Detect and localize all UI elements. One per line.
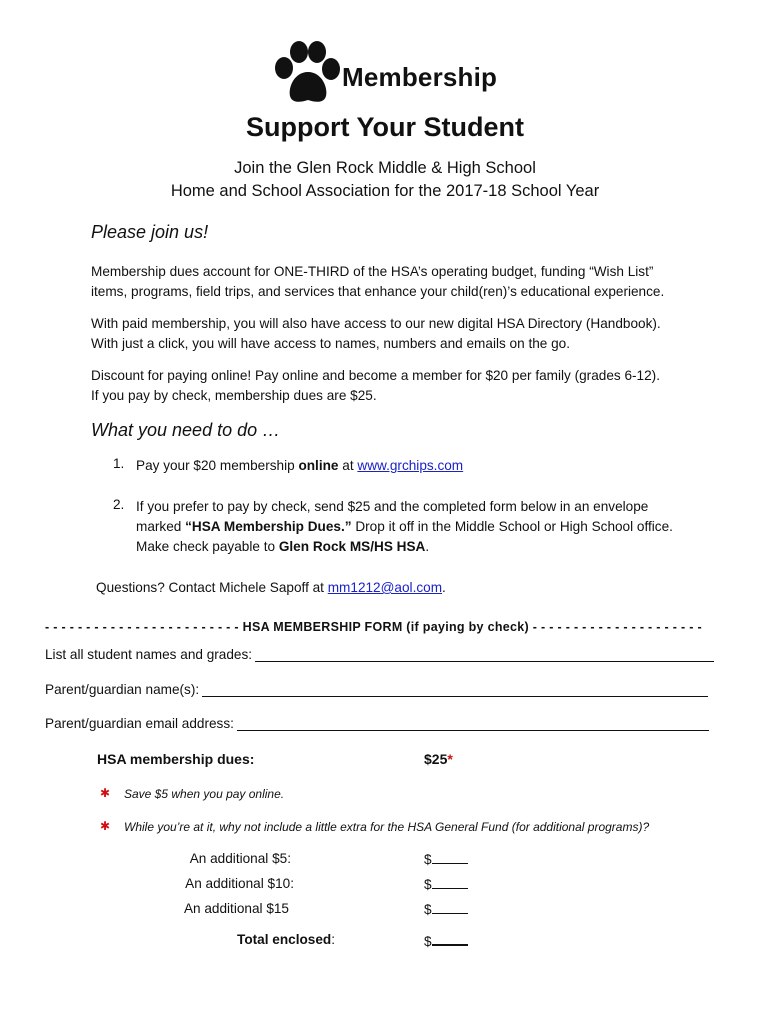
total-label-text: Total enclosed — [237, 932, 332, 947]
parent-email-field[interactable] — [45, 716, 709, 731]
additional-5-label: An additional $5: — [189, 851, 291, 866]
step-2-dropoff: Drop it off in the Middle School or High School office. — [351, 519, 673, 534]
paragraph-line: items, programs, field trips, and services that enhance your child(ren)’s educational experience. — [91, 284, 665, 299]
additional-5-blank[interactable] — [432, 851, 468, 864]
subtitle-line-1: Join the Glen Rock Middle & High School — [234, 159, 536, 177]
paw-print-icon — [272, 40, 342, 110]
total-enclosed-label — [35, 932, 335, 947]
additional-5-amount[interactable] — [424, 851, 468, 867]
logo-text: Membership — [342, 62, 498, 92]
form-divider: - - - - - - - - - - - - - - - - - - - - - - - - HSA MEMBERSHIP FORM (if paying by check) - - - - - - - - - - - - - - - - - - - - - — [45, 620, 702, 634]
step-2 — [136, 497, 716, 557]
currency-sign: $ — [424, 877, 432, 892]
step-2-number: 2. — [113, 497, 125, 512]
asterisk-icon: * — [447, 751, 453, 767]
contact-period: . — [442, 580, 446, 595]
additional-10-amount[interactable] — [424, 876, 468, 892]
dues-label: HSA membership dues: — [97, 751, 255, 767]
total-enclosed-amount[interactable] — [424, 932, 468, 949]
step-1-number: 1. — [113, 456, 125, 471]
step-2-line-1: If you prefer to pay by check, send $25 and the completed form below in an envelope — [136, 499, 649, 514]
general-fund-note: While you’re at it, why not include a little extra for the HSA General Fund (for additional programs)? — [124, 820, 650, 834]
currency-sign: $ — [424, 902, 432, 917]
step-2-payable: Make check payable to — [136, 539, 279, 554]
paragraph-line: With just a click, you will have access to names, numbers and emails on the go. — [91, 336, 571, 351]
website-link[interactable]: www.grchips.com — [357, 458, 464, 473]
step-2-payee: Glen Rock MS/HS HSA — [278, 539, 426, 554]
student-names-field[interactable] — [45, 647, 714, 662]
additional-15-label: An additional $15 — [183, 901, 289, 916]
page-title: Support Your Student — [246, 112, 524, 142]
student-names-label: List all student names and grades: — [45, 647, 253, 662]
dues-value: $25 — [424, 751, 448, 767]
additional-15-amount[interactable] — [424, 901, 468, 917]
contact-line — [96, 580, 446, 595]
asterisk-bullet-icon: ✱ — [100, 819, 111, 833]
paragraph-line: Membership dues account for ONE-THIRD of the HSA’s operating budget, funding “Wish List” — [91, 264, 654, 279]
parent-name-blank[interactable] — [202, 682, 708, 697]
paragraph-line: If you pay by check, membership dues are $25. — [91, 388, 377, 403]
save-online-note: Save $5 when you pay online. — [124, 787, 285, 801]
step-2-marked: marked — [136, 519, 186, 534]
subtitle-line-2: Home and School Association for the 2017-18 School Year — [170, 182, 600, 200]
parent-email-blank[interactable] — [237, 716, 709, 731]
paragraph-dues — [91, 262, 711, 302]
contact-email-link[interactable]: mm1212@aol.com — [327, 580, 443, 595]
paragraph-directory — [91, 314, 711, 354]
parent-name-field[interactable] — [45, 682, 708, 697]
additional-15-blank[interactable] — [432, 901, 468, 914]
parent-email-label: Parent/guardian email address: — [45, 716, 234, 731]
parent-name-label: Parent/guardian name(s): — [45, 682, 200, 697]
currency-sign: $ — [424, 852, 432, 867]
paragraph-line: With paid membership, you will also have access to our new digital HSA Directory (Handbook). — [91, 316, 661, 331]
asterisk-bullet-icon: ✱ — [100, 786, 111, 800]
step-2-period: . — [425, 539, 430, 554]
step-1 — [136, 456, 716, 476]
additional-10-label: An additional $10: — [185, 876, 294, 891]
step-2-envelope-label: “HSA Membership Dues.” — [185, 519, 352, 534]
what-to-do-heading: What you need to do … — [91, 420, 281, 440]
paragraph-discount — [91, 366, 711, 406]
step-1-text: Pay your $20 membership — [136, 458, 299, 473]
currency-sign: $ — [424, 934, 432, 949]
step-1-at: at — [338, 458, 358, 473]
membership-logo — [272, 40, 498, 112]
total-enclosed-blank[interactable] — [432, 932, 468, 946]
total-colon: : — [331, 932, 335, 947]
step-1-online: online — [298, 458, 339, 473]
contact-text: Questions? Contact Michele Sapoff at — [96, 580, 328, 595]
dues-amount — [424, 751, 453, 767]
paragraph-line: Discount for paying online! Pay online and become a member for $20 per family (grades 6-12). — [91, 368, 660, 383]
please-join-heading: Please join us! — [91, 222, 209, 242]
additional-10-blank[interactable] — [432, 876, 468, 889]
student-names-blank[interactable] — [255, 647, 714, 662]
